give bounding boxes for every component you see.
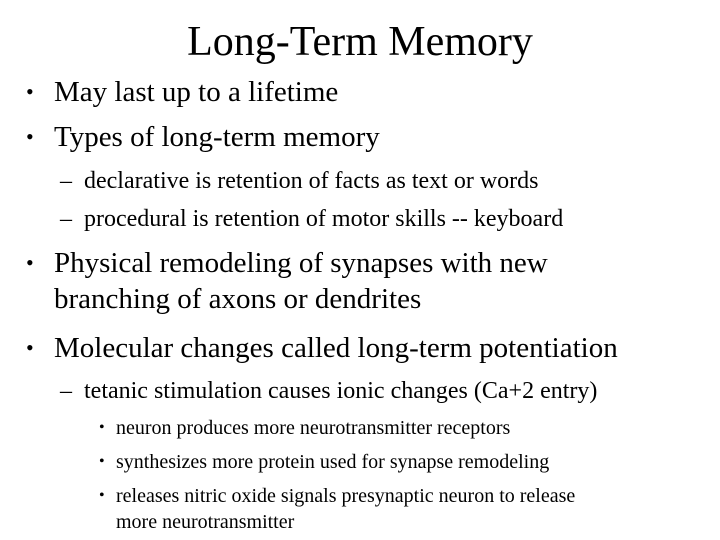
sub-bullet-item bbox=[60, 167, 539, 196]
bullet-text: Types of long-term memory bbox=[54, 121, 380, 153]
sub-sub-bullet-text: neuron produces more neurotransmitter receptors bbox=[116, 417, 511, 439]
bullet-marker: • bbox=[26, 124, 34, 149]
bullet-marker: • bbox=[26, 79, 34, 104]
dash-marker: – bbox=[60, 206, 72, 232]
bullet-text: Molecular changes called long-term potentiation bbox=[54, 332, 618, 364]
sub-bullet-text: procedural is retention of motor skills -- keyboard bbox=[84, 206, 564, 232]
bullet-marker: • bbox=[99, 453, 105, 470]
bullet-item bbox=[26, 74, 338, 110]
bullet-text-line-1: Physical remodeling of synapses with new bbox=[54, 247, 548, 279]
sub-sub-bullet-text: synthesizes more protein used for synapse remodeling bbox=[116, 451, 550, 473]
bullet-marker: • bbox=[99, 419, 105, 436]
sub-sub-bullet-item bbox=[99, 449, 549, 475]
sub-sub-bullet-text-line-1: releases nitric oxide signals presynaptic neuron to release bbox=[116, 485, 576, 507]
bullet-marker: • bbox=[26, 250, 34, 275]
bullet-marker: • bbox=[99, 487, 105, 504]
bullet-item bbox=[26, 119, 380, 155]
bullet-marker: • bbox=[26, 335, 34, 360]
sub-sub-bullet-item bbox=[99, 483, 575, 535]
bullet-text: May last up to a lifetime bbox=[54, 76, 339, 108]
sub-bullet-item bbox=[60, 377, 597, 406]
dash-marker: – bbox=[60, 378, 72, 404]
dash-marker: – bbox=[60, 168, 72, 194]
sub-bullet-text: declarative is retention of facts as text or words bbox=[84, 168, 539, 194]
bullet-text-line-2: branching of axons or dendrites bbox=[54, 283, 422, 315]
sub-sub-bullet-item bbox=[99, 415, 510, 441]
sub-bullet-text: tetanic stimulation causes ionic changes (Ca+2 entry) bbox=[84, 378, 598, 404]
sub-sub-bullet-text-line-2: more neurotransmitter bbox=[116, 511, 295, 533]
slide-title: Long-Term Memory bbox=[187, 19, 533, 65]
bullet-item bbox=[26, 245, 548, 317]
sub-bullet-item bbox=[60, 205, 563, 234]
bullet-item bbox=[26, 330, 618, 366]
